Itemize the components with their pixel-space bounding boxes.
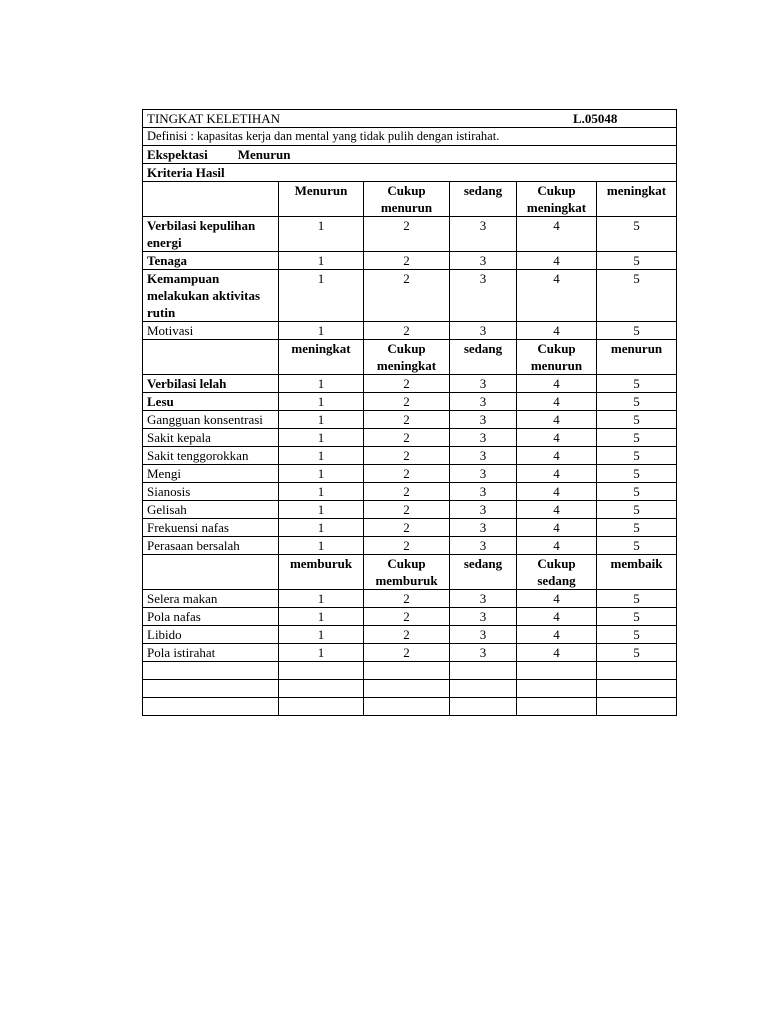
score-cell: 3 [450,375,517,393]
score-cell: 5 [597,483,677,501]
empty-row [143,698,677,716]
score-cell: 1 [279,644,364,662]
score-cell: 3 [450,608,517,626]
score-cell: 1 [279,483,364,501]
score-cell: 4 [517,447,597,465]
score-cell: 3 [450,217,517,252]
score-cell: 3 [450,411,517,429]
indicator-label: Gangguan konsentrasi [143,411,279,429]
indicator-label: Verbilasi lelah [143,375,279,393]
score-cell: 5 [597,501,677,519]
table-row [143,465,677,483]
score-cell: 4 [517,322,597,340]
score-cell: 3 [450,252,517,270]
table-row [143,519,677,537]
scale-header: Cukup sedang [517,555,597,590]
score-cell: 5 [597,393,677,411]
score-cell: 2 [364,626,450,644]
empty-row [143,680,677,698]
score-cell: 1 [279,411,364,429]
expectation-cell [143,146,677,164]
scale-header: meningkat [597,182,677,217]
table-row [143,608,677,626]
score-cell: 1 [279,217,364,252]
empty-cell [364,662,450,680]
expectation-label: Ekspektasi [147,147,208,162]
score-cell: 3 [450,447,517,465]
title-cell [143,110,677,128]
empty-row [143,662,677,680]
score-cell: 2 [364,252,450,270]
table-row [143,322,677,340]
scale-header-blank [143,182,279,217]
score-cell: 1 [279,501,364,519]
scale-header: Cukup meningkat [517,182,597,217]
score-cell: 4 [517,375,597,393]
score-cell: 2 [364,501,450,519]
scale-header: membaik [597,555,677,590]
indicator-label: Selera makan [143,590,279,608]
score-cell: 5 [597,322,677,340]
indicator-label: Libido [143,626,279,644]
indicator-label: Perasaan bersalah [143,537,279,555]
scale-header: sedang [450,182,517,217]
scale-header-blank [143,340,279,375]
score-cell: 1 [279,519,364,537]
title-row [143,110,677,128]
score-cell: 4 [517,608,597,626]
table-row [143,626,677,644]
score-cell: 2 [364,322,450,340]
scale-header-row [143,340,677,375]
indicator-label: Kemampuan melakukan aktivitas rutin [143,270,279,322]
indicator-label: Lesu [143,393,279,411]
table-row [143,393,677,411]
indicator-label: Gelisah [143,501,279,519]
empty-cell [597,698,677,716]
score-cell: 4 [517,644,597,662]
scale-header: Cukup menurun [364,182,450,217]
score-cell: 5 [597,252,677,270]
score-cell: 3 [450,322,517,340]
score-cell: 1 [279,375,364,393]
table-row [143,429,677,447]
empty-cell [517,662,597,680]
score-cell: 2 [364,447,450,465]
score-cell: 1 [279,537,364,555]
score-cell: 2 [364,483,450,501]
score-cell: 4 [517,519,597,537]
indicator-label: Sakit kepala [143,429,279,447]
empty-cell [450,680,517,698]
score-cell: 3 [450,270,517,322]
expectation-value: Menurun [237,147,291,162]
score-cell: 2 [364,644,450,662]
score-cell: 1 [279,447,364,465]
score-cell: 3 [450,501,517,519]
score-cell: 2 [364,590,450,608]
score-cell: 4 [517,465,597,483]
outcome-table [142,109,677,716]
empty-cell [517,698,597,716]
indicator-label: Sakit tenggorokkan [143,447,279,465]
scale-header: menurun [597,340,677,375]
empty-cell [279,662,364,680]
indicator-label: Motivasi [143,322,279,340]
indicator-label: Pola istirahat [143,644,279,662]
score-cell: 5 [597,270,677,322]
scale-header-blank [143,555,279,590]
score-cell: 4 [517,501,597,519]
table-row [143,252,677,270]
score-cell: 3 [450,483,517,501]
empty-cell [517,680,597,698]
score-cell: 3 [450,644,517,662]
score-cell: 4 [517,483,597,501]
table-row [143,590,677,608]
score-cell: 2 [364,217,450,252]
score-cell: 5 [597,429,677,447]
empty-cell [364,680,450,698]
table-row [143,270,677,322]
indicator-label: Pola nafas [143,608,279,626]
table-row [143,411,677,429]
indicator-label: Tenaga [143,252,279,270]
score-cell: 2 [364,393,450,411]
criteria-label: Kriteria Hasil [143,164,677,182]
score-cell: 4 [517,393,597,411]
table-row [143,447,677,465]
scale-header: sedang [450,340,517,375]
score-cell: 5 [597,644,677,662]
table-row [143,483,677,501]
empty-cell [597,680,677,698]
score-cell: 1 [279,322,364,340]
indicator-label: Sianosis [143,483,279,501]
scale-header: sedang [450,555,517,590]
score-cell: 4 [517,411,597,429]
score-cell: 5 [597,375,677,393]
score-cell: 5 [597,465,677,483]
score-cell: 1 [279,465,364,483]
score-cell: 4 [517,537,597,555]
scale-header: meningkat [279,340,364,375]
score-cell: 2 [364,608,450,626]
score-cell: 3 [450,429,517,447]
score-cell: 4 [517,626,597,644]
criteria-row [143,164,677,182]
scale-header: Menurun [279,182,364,217]
empty-cell [143,680,279,698]
score-cell: 1 [279,270,364,322]
score-cell: 4 [517,217,597,252]
score-cell: 2 [364,519,450,537]
score-cell: 2 [364,270,450,322]
score-cell: 2 [364,537,450,555]
empty-cell [450,662,517,680]
table-row [143,537,677,555]
empty-cell [450,698,517,716]
score-cell: 3 [450,626,517,644]
scale-header-row [143,182,677,217]
indicator-label: Verbilasi kepulihan energi [143,217,279,252]
table-row [143,375,677,393]
score-cell: 5 [597,411,677,429]
score-cell: 3 [450,465,517,483]
score-cell: 1 [279,626,364,644]
score-cell: 5 [597,447,677,465]
score-cell: 1 [279,608,364,626]
score-cell: 4 [517,270,597,322]
empty-cell [364,698,450,716]
indicator-label: Mengi [143,465,279,483]
score-cell: 4 [517,252,597,270]
definition-text: Definisi : kapasitas kerja dan mental yang tidak pulih dengan istirahat. [143,128,677,146]
empty-cell [279,698,364,716]
table-row [143,217,677,252]
scale-header: memburuk [279,555,364,590]
score-cell: 2 [364,465,450,483]
score-cell: 5 [597,590,677,608]
empty-cell [597,662,677,680]
definition-row [143,128,677,146]
empty-cell [279,680,364,698]
score-cell: 3 [450,537,517,555]
table-row [143,501,677,519]
score-cell: 4 [517,429,597,447]
scale-header: Cukup meningkat [364,340,450,375]
score-cell: 1 [279,429,364,447]
scale-header: Cukup memburuk [364,555,450,590]
scale-header-row [143,555,677,590]
score-cell: 1 [279,393,364,411]
score-cell: 3 [450,519,517,537]
score-cell: 5 [597,217,677,252]
score-cell: 1 [279,590,364,608]
score-cell: 4 [517,590,597,608]
score-cell: 2 [364,375,450,393]
expectation-row [143,146,677,164]
score-cell: 1 [279,252,364,270]
document-title: TINGKAT KELETIHAN [147,111,280,126]
empty-cell [143,698,279,716]
score-cell: 2 [364,411,450,429]
score-cell: 5 [597,626,677,644]
scale-header: Cukup menurun [517,340,597,375]
score-cell: 3 [450,590,517,608]
score-cell: 5 [597,537,677,555]
document-code: L.05048 [573,111,618,126]
indicator-label: Frekuensi nafas [143,519,279,537]
score-cell: 5 [597,608,677,626]
score-cell: 5 [597,519,677,537]
score-cell: 2 [364,429,450,447]
table-row [143,644,677,662]
empty-cell [143,662,279,680]
score-cell: 3 [450,393,517,411]
